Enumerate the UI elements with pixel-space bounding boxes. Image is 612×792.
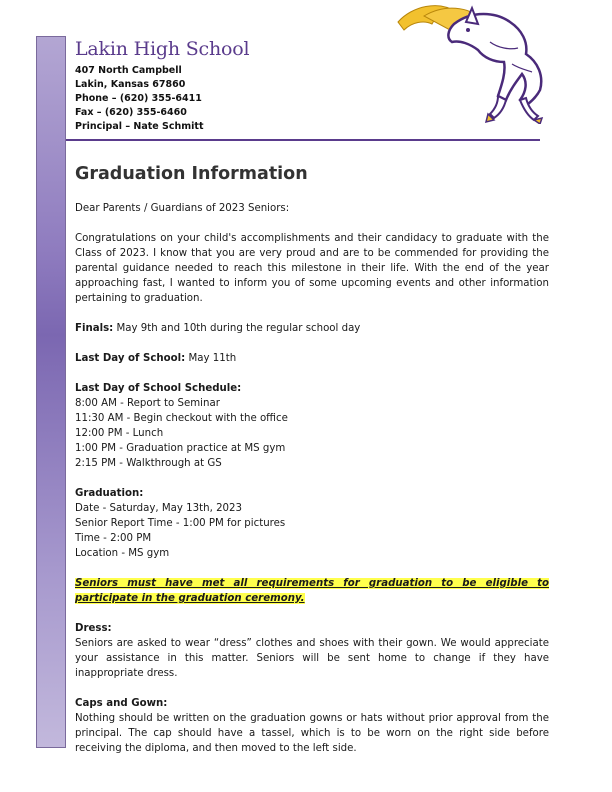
salutation: Dear Parents / Guardians of 2023 Seniors: xyxy=(75,203,290,214)
finals-text: May 9th and 10th during the regular school day xyxy=(113,323,361,334)
caps-section xyxy=(75,696,549,756)
mustang-logo-icon xyxy=(394,2,554,124)
schedule-item: 11:30 AM - Begin checkout with the office xyxy=(75,413,288,424)
dress-label: Dress: xyxy=(75,623,112,634)
graduation-section xyxy=(75,486,549,561)
last-day-text: May 11th xyxy=(185,353,237,364)
fax-number: Fax – (620) 355-6460 xyxy=(75,107,187,118)
principal-name: Principal – Nate Schmitt xyxy=(75,121,204,132)
requirements-notice-text: Seniors must have met all requirements for graduation to be eligible to participate in the graduation ceremony. xyxy=(75,578,549,604)
last-day-label: Last Day of School: xyxy=(75,353,186,364)
phone-number: Phone – (620) 355-6411 xyxy=(75,93,202,104)
header-divider xyxy=(66,139,540,141)
schedule-item: 2:15 PM - Walkthrough at GS xyxy=(75,458,222,469)
page-title: Graduation Information xyxy=(75,164,308,184)
schedule-label: Last Day of School Schedule: xyxy=(75,383,242,394)
graduation-item: Date - Saturday, May 13th, 2023 xyxy=(75,503,243,514)
school-name: Lakin High School xyxy=(75,38,250,60)
dress-section xyxy=(75,621,549,681)
schedule-item: 12:00 PM - Lunch xyxy=(75,428,164,439)
schedule-item: 8:00 AM - Report to Seminar xyxy=(75,398,220,409)
caps-text: Nothing should be written on the graduation gowns or hats without prior approval from the principal. The cap should have a tassel, which is to be worn on the right side before receiving the diploma, and then moved to the left side. xyxy=(75,713,549,754)
finals-label: Finals: xyxy=(75,323,114,334)
school-address-block xyxy=(75,64,204,134)
graduation-label: Graduation: xyxy=(75,488,144,499)
last-day-info xyxy=(75,351,549,366)
requirements-notice xyxy=(75,576,549,606)
address-line1: 407 North Campbell xyxy=(75,65,182,76)
graduation-item: Senior Report Time - 1:00 PM for pictures xyxy=(75,518,286,529)
schedule-section xyxy=(75,381,549,471)
graduation-item: Time - 2:00 PM xyxy=(75,533,152,544)
schedule-item: 1:00 PM - Graduation practice at MS gym xyxy=(75,443,286,454)
decorative-side-bar xyxy=(36,36,66,748)
finals-info xyxy=(75,321,549,336)
dress-text: Seniors are asked to wear “dress” clothes and shoes with their gown. We would appreciate your assistance in this matter. Seniors will be sent home to change if they have inappropriate dress. xyxy=(75,638,549,679)
letter-body xyxy=(75,162,549,756)
graduation-item: Location - MS gym xyxy=(75,548,170,559)
caps-label: Caps and Gown: xyxy=(75,698,168,709)
intro-paragraph: Congratulations on your child's accomplishments and their candidacy to graduate with the Class of 2023. I know that you are very proud and are to be commended for providing the parental guidance needed to reach this milestone in their life. With the end of the year approaching fast, I wanted to inform you of some upcoming events and other information pertaining to graduation. xyxy=(75,233,549,304)
address-line2: Lakin, Kansas 67860 xyxy=(75,79,186,90)
